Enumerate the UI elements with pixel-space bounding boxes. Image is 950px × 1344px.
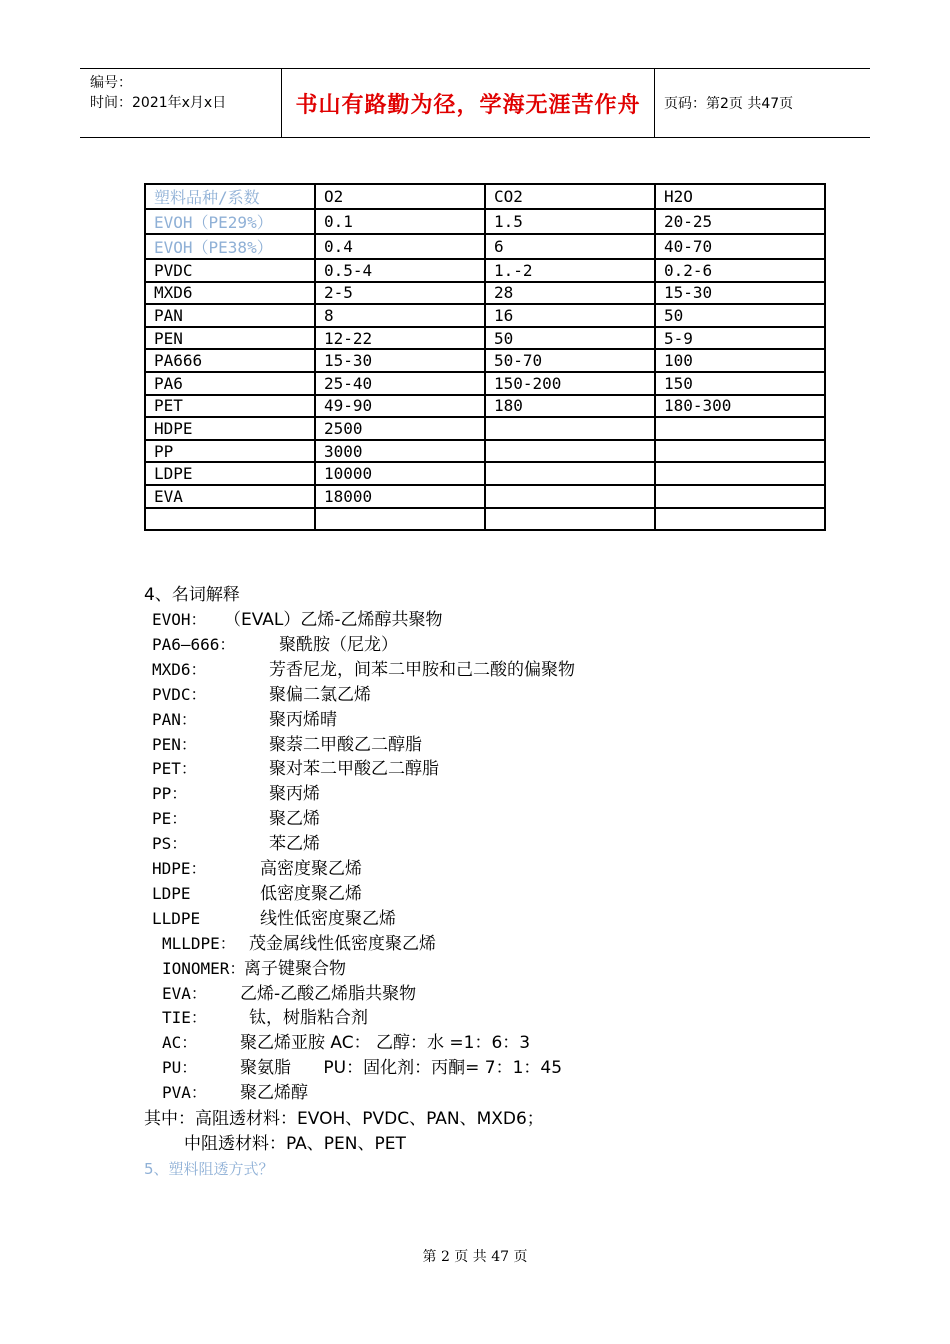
table-row [145, 259, 825, 282]
glossary-term: HDPE： [152, 859, 207, 878]
table-cell: 6 [485, 234, 655, 259]
glossary-definition: 聚酰胺（尼龙） [279, 635, 398, 655]
glossary-term: PAN： [152, 710, 197, 729]
table-cell [655, 417, 825, 440]
table-cell [655, 485, 825, 508]
table-cell: 12-22 [315, 327, 485, 350]
table-cell [655, 462, 825, 485]
glossary-definition: 茂金属线性低密度聚乙烯 [249, 934, 436, 954]
table-cell: 16 [485, 304, 655, 327]
header-meta [80, 69, 282, 137]
table-cell: 1.-2 [485, 259, 655, 282]
glossary-definition: 芳香尼龙，间苯二甲胺和己二酸的偏聚物 [269, 660, 575, 680]
table-cell [655, 508, 825, 531]
header-cell: O2 [315, 184, 485, 209]
table-cell: 8 [315, 304, 485, 327]
glossary-term: PEN： [152, 735, 197, 754]
table-cell: PA666 [145, 349, 315, 372]
glossary-definition: 高密度聚乙烯 [260, 859, 362, 879]
table-cell [485, 485, 655, 508]
table-row [145, 372, 825, 395]
glossary-definition: 乙烯-乙酸乙烯脂共聚物 [240, 984, 417, 1004]
table-row [145, 485, 825, 508]
table-row [145, 395, 825, 418]
glossary-definition: 聚对苯二甲酸乙二醇脂 [269, 759, 439, 779]
table-header-row [145, 184, 825, 209]
table-cell: LDPE [145, 462, 315, 485]
glossary-term: PVDC： [152, 685, 207, 704]
glossary-definition: 聚乙烯亚胺 AC： 乙醇：水 =1：6：3 [240, 1033, 531, 1053]
header-cell: H2O [655, 184, 825, 209]
table-row [145, 209, 825, 234]
table-cell: 50-70 [485, 349, 655, 372]
page-footer: 第 2 页 共 47 页 [422, 1249, 528, 1265]
glossary-definition: 聚乙烯 [269, 809, 320, 829]
header-cell: 塑料品种/系数 [145, 184, 315, 209]
table-cell: 10000 [315, 462, 485, 485]
table-row [145, 349, 825, 372]
table-cell: 28 [485, 282, 655, 305]
table-row [145, 462, 825, 485]
section4-title: 4、名词解释 [144, 585, 240, 605]
glossary-definition: 离子键聚合物 [244, 959, 346, 979]
table-cell: PP [145, 440, 315, 463]
table-cell: 15-30 [655, 282, 825, 305]
glossary-definition: 聚偏二氯乙烯 [269, 685, 371, 705]
glossary-term: PVA： [162, 1083, 207, 1102]
table-cell: 180-300 [655, 395, 825, 418]
table-cell: 0.4 [315, 234, 485, 259]
table-cell [485, 440, 655, 463]
table-cell: 50 [485, 327, 655, 350]
glossary-definition: 钛，树脂粘合剂 [249, 1008, 368, 1028]
table-cell: 3000 [315, 440, 485, 463]
table-cell [145, 508, 315, 531]
table-cell: 2500 [315, 417, 485, 440]
summary-mid: 中阻透材料：PA、PEN、PET [184, 1134, 406, 1154]
glossary-definition: 聚氨脂 PU：固化剂：丙酮= 7：1：45 [240, 1058, 563, 1078]
table-row [145, 282, 825, 305]
summary-high: 其中：高阻透材料：EVOH、PVDC、PAN、MXD6； [144, 1109, 544, 1129]
table-row [145, 417, 825, 440]
table-cell: 15-30 [315, 349, 485, 372]
glossary-term: LLDPE [152, 909, 201, 928]
glossary-term: PU： [162, 1058, 198, 1077]
table-cell: 5-9 [655, 327, 825, 350]
glossary-definition: 低密度聚乙烯 [260, 884, 362, 904]
table-cell: 20-25 [655, 209, 825, 234]
table-cell: 100 [655, 349, 825, 372]
table-cell: 0.2-6 [655, 259, 825, 282]
table-cell [485, 462, 655, 485]
table-cell: EVA [145, 485, 315, 508]
table-cell: HDPE [145, 417, 315, 440]
section5-title: 5、塑料阻透方式？ [144, 1160, 274, 1178]
glossary-term: MXD6： [152, 660, 207, 679]
table-cell: 18000 [315, 485, 485, 508]
glossary-term: IONOMER： [162, 959, 246, 978]
glossary-definition: （EVAL）乙烯-乙烯醇共聚物 [224, 610, 443, 630]
time-label: 时间：2021年x月x日 [90, 95, 227, 111]
glossary-term: TIE： [162, 1008, 207, 1027]
table-cell: 25-40 [315, 372, 485, 395]
header-page-info: 页码：第2页 共47页 [664, 96, 794, 112]
page-header [80, 68, 870, 138]
table-cell: 0.5-4 [315, 259, 485, 282]
glossary-term: PA6—666： [152, 635, 236, 654]
glossary-term: EVOH： [152, 610, 207, 629]
table-cell: 0.1 [315, 209, 485, 234]
table-cell: 49-90 [315, 395, 485, 418]
table-row [145, 327, 825, 350]
table-row [145, 508, 825, 531]
table-cell: MXD6 [145, 282, 315, 305]
table-cell: 1.5 [485, 209, 655, 234]
glossary-definition: 苯乙烯 [269, 834, 320, 854]
glossary-term: PET： [152, 759, 197, 778]
glossary-definition: 聚丙烯 [269, 784, 320, 804]
table-row [145, 440, 825, 463]
table-cell: 150 [655, 372, 825, 395]
glossary-definition: 聚乙烯醇 [240, 1083, 308, 1103]
table-cell: PAN [145, 304, 315, 327]
table-cell: PEN [145, 327, 315, 350]
table-cell: EVOH（PE29%） [145, 209, 315, 234]
glossary-definition: 聚丙烯晴 [269, 710, 337, 730]
glossary-term: PE： [152, 809, 188, 828]
glossary-term: EVA： [162, 984, 207, 1003]
table-cell [315, 508, 485, 531]
table-cell: 2-5 [315, 282, 485, 305]
table-cell: 40-70 [655, 234, 825, 259]
table-cell [655, 440, 825, 463]
table-cell: PA6 [145, 372, 315, 395]
table-cell: 150-200 [485, 372, 655, 395]
number-label: 编号： [90, 75, 132, 91]
glossary-definition: 聚萘二甲酸乙二醇脂 [269, 735, 422, 755]
table-row [145, 234, 825, 259]
glossary-term: MLLDPE： [162, 934, 236, 953]
header-motto: 书山有路勤为径，学海无涯苦作舟 [282, 69, 655, 137]
header-cell: CO2 [485, 184, 655, 209]
glossary-term: AC： [162, 1033, 198, 1052]
glossary-term: LDPE [152, 884, 191, 903]
table-cell: EVOH（PE38%） [145, 234, 315, 259]
table-cell: PET [145, 395, 315, 418]
table-cell: 180 [485, 395, 655, 418]
table-cell: PVDC [145, 259, 315, 282]
table-cell [485, 508, 655, 531]
glossary-term: PS： [152, 834, 188, 853]
glossary-definition: 线性低密度聚乙烯 [260, 909, 396, 929]
glossary-term: PP： [152, 784, 188, 803]
table-cell [485, 417, 655, 440]
permeability-table [144, 183, 826, 531]
table-cell: 50 [655, 304, 825, 327]
table-row [145, 304, 825, 327]
